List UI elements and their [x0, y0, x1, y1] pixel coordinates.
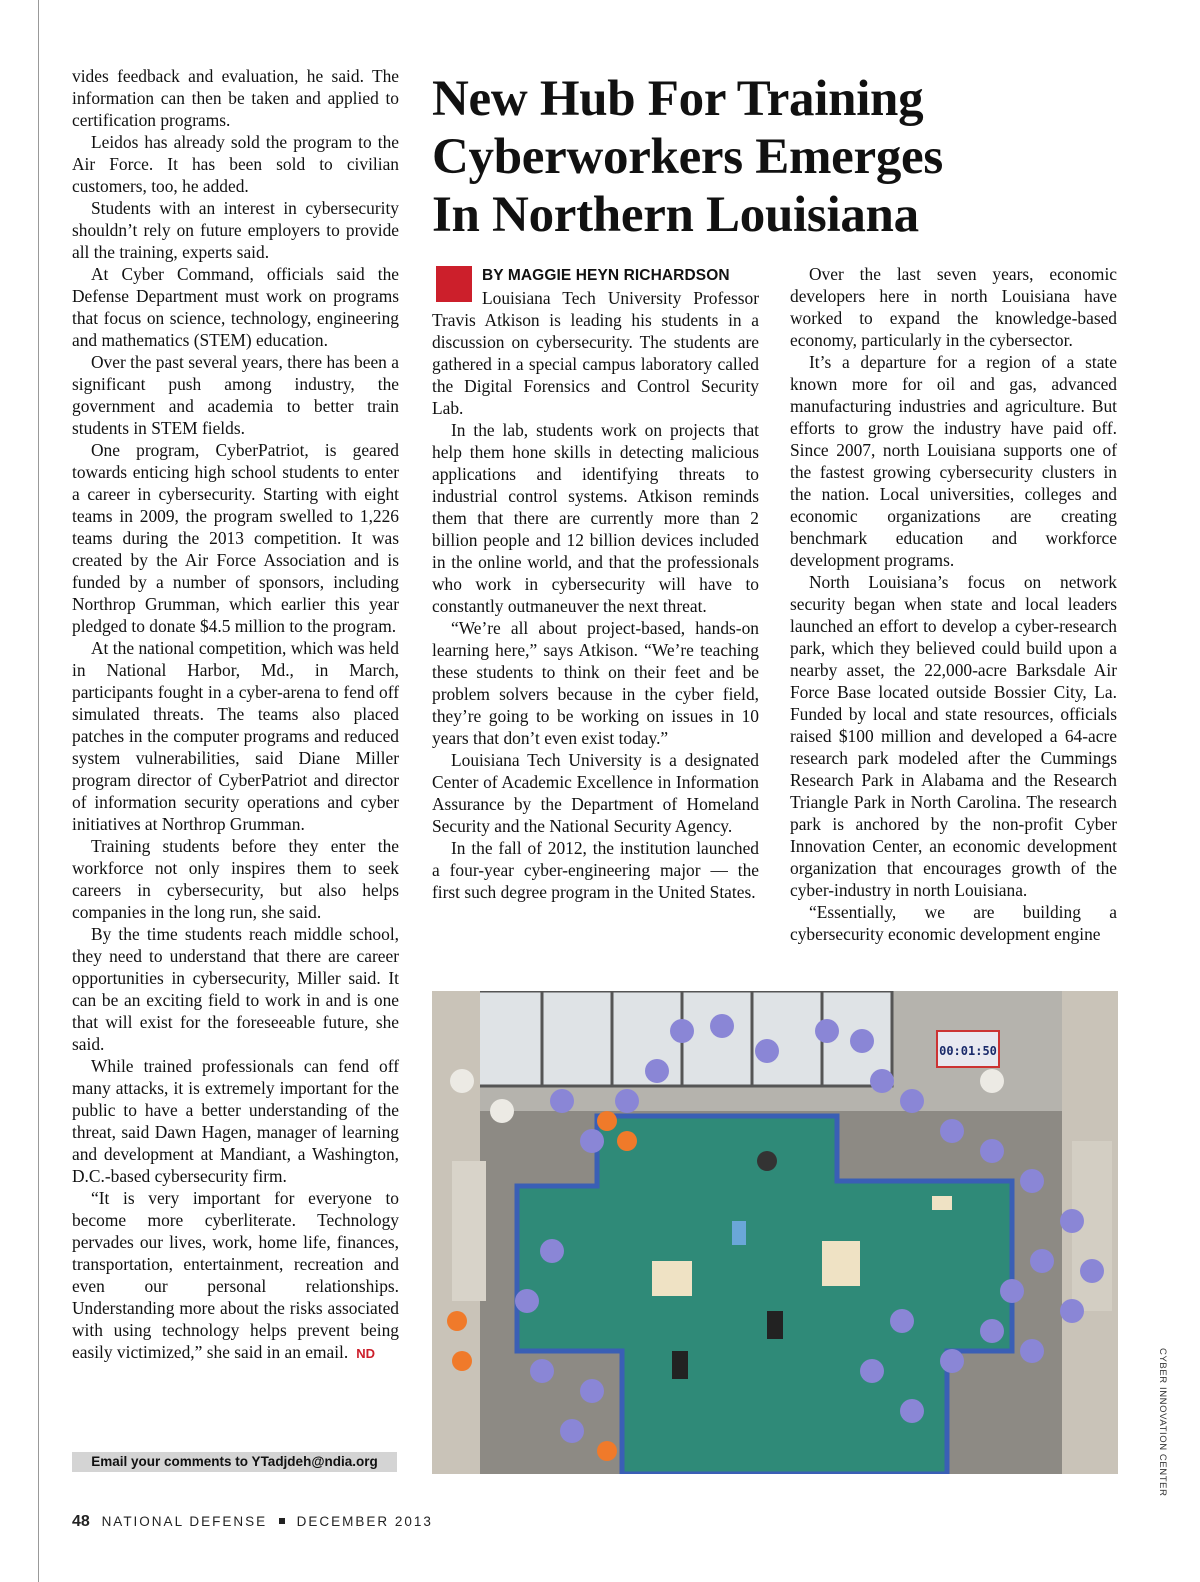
paragraph-text: “It is very important for everyone to become more cyberliterate. Technology pervades our lives, work, home life, finances, transportation, entertainment, recreation and even our personal relationships. Understanding more about the risks associated with using technology helps prevent being easily victimized,” she said in an email. — [72, 1188, 399, 1362]
paragraph: Students with an interest in cybersecurity shouldn’t rely on future employers to provide all the training, experts said. — [72, 198, 399, 262]
photo-credit: CYBER INNOVATION CENTER — [1157, 1348, 1168, 1497]
paragraph: Louisiana Tech University is a designated Center of Academic Excellence in Information Assurance by the Department of Homeland Security and the National Security Agency. — [432, 750, 759, 836]
paragraph: Leidos has already sold the program to the Air Force. It has been sold to civilian customers, too, he added. — [72, 132, 399, 196]
paragraph-final — [72, 1187, 399, 1365]
competition-photo — [432, 991, 1118, 1474]
paragraph: By the time students reach middle school, they need to understand that there are career opportunities in cybersecurity, Miller said. It can be an exciting field to work in and is one that will exist for the foreseeable future, she said. — [72, 924, 399, 1054]
end-mark: ND — [356, 1346, 376, 1361]
paragraph: One program, CyberPatriot, is geared towards enticing high school students to enter a career in cybersecurity. Starting with eight teams in 2009, the program swelled to 1,226 teams during the 2013 competition. It was created by the Air Force Association and is funded by a number of sponsors, including Northrop Grumman, which earlier this year pledged to donate $4.5 million to the program. — [72, 440, 399, 636]
paragraph: “We’re all about project-based, hands-on learning here,” says Atkison. “We’re teaching these students to think on their feet and be problem solvers because in the cyber field, they’re going to be working on issues in 10 years that don’t even exist today.” — [432, 618, 759, 748]
byline-text: BY MAGGIE HEYN RICHARDSON — [482, 267, 730, 284]
article-column-3 — [790, 263, 1117, 945]
issue-date: DECEMBER 2013 — [296, 1514, 433, 1529]
paragraph: “Essentially, we are building a cybersecurity economic development engine — [790, 902, 1117, 944]
byline — [432, 263, 759, 287]
page-number: 48 — [72, 1513, 90, 1530]
paragraph: Training students before they enter the workforce not only inspires them to seek careers in cybersecurity, but also helps companies in the long run, she said. — [72, 836, 399, 922]
paragraph: Over the last seven years, economic developers here in north Louisiana have worked to expand the knowledge-based economy, particularly in the cybersector. — [790, 264, 1117, 350]
paragraph: At the national competition, which was held in National Harbor, Md., in March, participants fought in a cyber-arena to fend off simulated threats. The teams also placed patches in the computer programs and reduced system vulnerabilities, said Diane Miller program director of CyberPatriot and director of information security operations and cyber initiatives at Northrop Grumman. — [72, 638, 399, 834]
paragraph: It’s a departure for a region of a state known more for oil and gas, advanced manufacturing industries and agriculture. But efforts to grow the industry have paid off. Since 2007, north Louisiana supports one of the fastest growing cybersecurity clusters in the nation. Local universities, colleges and economic organizations are creating benchmark education and workforce development programs. — [790, 352, 1117, 570]
publication-name: NATIONAL DEFENSE — [101, 1514, 268, 1529]
paragraph: North Louisiana’s focus on network security began when state and local leaders launched an effort to develop a cyber-research park, which they believed could build upon a nearby asset, the 22,000-acre Barksdale Air Force Base located outside Bossier City, La. Funded by local and state resources, officials raised $100 million and developed a 64-acre research park modeled after the Cummings Research Park in Alabama and the Research Triangle Park in North Carolina. The research park is anchored by the non-profit Cyber Innovation Center, an economic development organization that encourages growth of the cyber-industry in north Louisiana. — [790, 572, 1117, 900]
page-footer — [72, 1513, 433, 1531]
paragraph: Over the past several years, there has been a significant push among industry, the government and academia to better train students in STEM fields. — [72, 352, 399, 438]
email-comments-bar: Email your comments to YTadjdeh@ndia.org — [72, 1452, 397, 1472]
headline-line: Cyberworkers Emerges — [432, 129, 943, 185]
separator-square — [279, 1518, 285, 1524]
paragraph: vides feedback and evaluation, he said. The information can then be taken and applied to certification programs. — [72, 66, 399, 130]
paragraph: At Cyber Command, officials said the Defense Department must work on programs that focus on science, technology, engineering and mathematics (STEM) education. — [72, 264, 399, 350]
paragraph: Louisiana Tech University Professor Travis Atkison is leading his students in a discussion on cybersecurity. The students are gathered in a special campus laboratory called the Digital Forensics and Control Security Lab. — [432, 288, 759, 418]
article-column-1 — [72, 65, 399, 1365]
page-margin-rule — [38, 0, 39, 1582]
paragraph: While trained professionals can fend off many attacks, it is extremely important for the public to have a better understanding of the threat, said Dawn Hagen, manager of learning and development at Mandiant, a Washington, D.C.-based cybersecurity firm. — [72, 1056, 399, 1186]
countdown-timer: 00:01:50 — [939, 1044, 997, 1058]
headline-line: New Hub For Training — [432, 71, 924, 127]
headline-line: In Northern Louisiana — [432, 187, 919, 243]
article-column-2 — [432, 263, 759, 903]
paragraph: In the fall of 2012, the institution launched a four-year cyber-engineering major — the first such degree program in the United States. — [432, 838, 759, 902]
headline — [432, 70, 1132, 244]
paragraph: In the lab, students work on projects that help them hone skills in detecting malicious applications and identifying threats to industrial control systems. Atkison reminds them that there are currently more than 2 billion people and 12 billion devices included in the online world, and that the professionals who work in cybersecurity will have to constantly outmaneuver the next threat. — [432, 420, 759, 616]
